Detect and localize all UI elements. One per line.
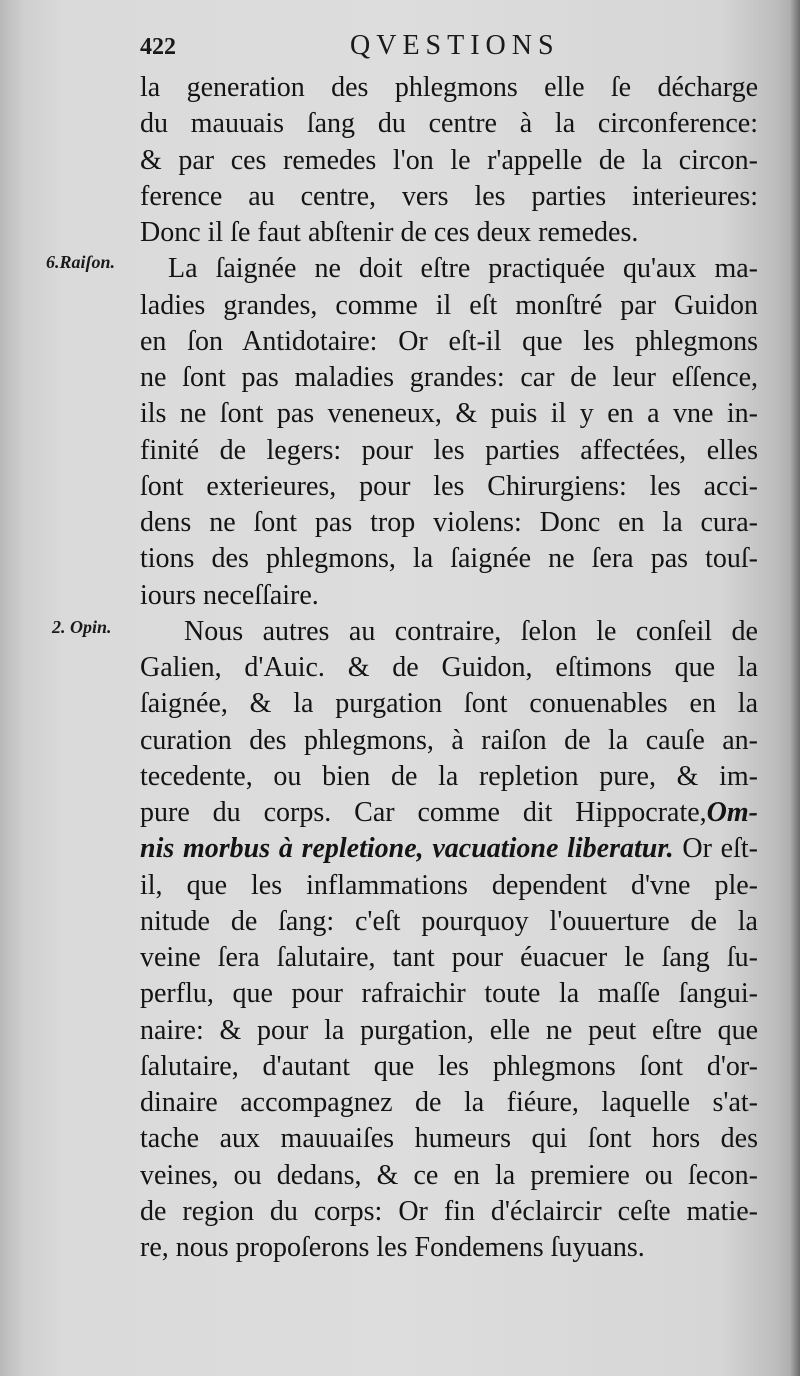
page-number: 422 xyxy=(140,34,176,60)
page-header xyxy=(0,30,800,70)
text-line: Donc il ſe faut abſtenir de ces deux remedes. xyxy=(140,217,639,248)
text-line: ladies grandes, comme il eſt monſtré par Guidon xyxy=(140,289,758,321)
text-line: tions des phlegmons, la ſaignée ne ſera pas touſ- xyxy=(140,543,758,575)
text-line: finité de legers: pour les parties affectées, elles xyxy=(140,434,758,466)
text-line: il, que les inflammations dependent d'vne ple- xyxy=(140,869,758,901)
text-line: de region du corps: Or fin d'éclaircir ceſte matie- xyxy=(140,1195,758,1227)
text-line: dinaire accompagnez de la fiéure, laquelle s'at- xyxy=(140,1087,758,1118)
text-line: naire: & pour la purgation, elle ne peut eſtre que xyxy=(140,1014,758,1046)
text-line: re, nous propoſerons les Fondemens ſuyuans. xyxy=(140,1232,645,1263)
text-line: nitude de ſang: c'eſt pourquoy l'ouuerture de la xyxy=(140,905,758,937)
text-line: ils ne ſont pas veneneux, & puis il y en a vne in- xyxy=(140,398,758,430)
text-line: ference au centre, vers les parties interieures: xyxy=(140,180,758,212)
latin-quote: nis morbus à repletione, vacuatione liberatur. xyxy=(140,833,674,865)
text-line: ſaignée, & la purgation ſont conuenables en la xyxy=(140,688,758,720)
text-run: pure du corps. Car comme dit Hippocrate, xyxy=(140,797,707,828)
text-line: Galien, d'Auic. & de Guidon, eſtimons que la xyxy=(140,652,758,683)
text-line: tache aux mauuaiſes humeurs qui ſont hors des xyxy=(140,1123,758,1155)
text-line: veines, ou dedans, & ce en la premiere ou ſecon- xyxy=(140,1159,758,1191)
text-line: ſalutaire, d'autant que les phlegmons ſont d'or- xyxy=(140,1050,758,1082)
text-line: dens ne ſont pas trop violens: Donc en la cura- xyxy=(140,507,758,538)
latin-quote-start: Om- xyxy=(706,797,758,828)
text-line: perflu, que pour rafraichir toute la maſſe ſangui- xyxy=(140,978,758,1010)
text-line xyxy=(140,795,758,831)
text-line: ne ſont pas maladies grandes: car de leur eſſence, xyxy=(140,362,758,393)
text-line: ſont exterieures, pour les Chirurgiens: les acci- xyxy=(140,470,758,502)
text-line: La ſaignée ne doit eſtre practiquée qu'aux ma- xyxy=(168,253,758,285)
text-line: du mauuais ſang du centre à la circonference: xyxy=(140,108,758,140)
text-run: Or eſt- xyxy=(673,833,758,865)
text-line xyxy=(140,831,758,867)
margin-note-opinion: 2. Opin. xyxy=(52,617,112,637)
text-line: & par ces remedes l'on le r'appelle de la circon- xyxy=(140,144,758,176)
margin-note-raison: 6.Raiſon. xyxy=(46,252,116,272)
text-line: en ſon Antidotaire: Or eſt-il que les phlegmons xyxy=(140,325,758,357)
text-line: veine ſera ſalutaire, tant pour éuacuer le ſang ſu- xyxy=(140,942,758,973)
text-line: la generation des phlegmons elle ſe décharge xyxy=(140,72,758,103)
text-line: curation des phlegmons, à raiſon de la cauſe an- xyxy=(140,724,758,756)
body-text xyxy=(140,70,758,1266)
text-line: tecedente, ou bien de la repletion pure, & im- xyxy=(140,760,758,792)
text-line: Nous autres au contraire, ſelon le conſeil de xyxy=(184,615,758,647)
text-line: iours neceſſaire. xyxy=(140,579,319,611)
running-head: QVESTIONS xyxy=(350,30,560,61)
